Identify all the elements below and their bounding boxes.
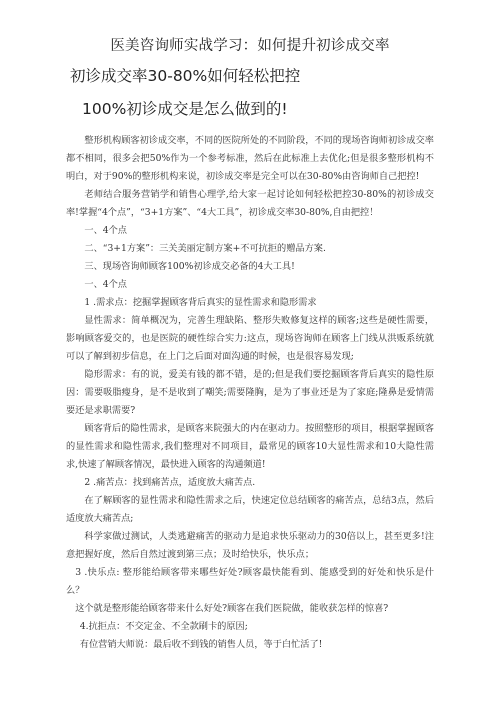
document-body [66,132,434,654]
paragraph-benefit: 这个就是整形能给顾客带来什么好处?顾客在我们医院做，能收获怎样的惊喜? [75,603,389,614]
paragraph-implicit-demand: 隐形需求：有的说，爱美有钱的都不错，是的;但是我们要挖掘顾客背后真实的隐性原因：需要吸脂瘦身，是不是收到了嘲笑;需要隆胸，是为了事业还是为了家庭;隆鼻是爱情需要还是求职需要? [66,369,434,416]
point-1-demand: 1 .需求点：挖掘掌握顾客背后真实的显性需求和隐形需求 [84,297,317,308]
paragraph-hidden-drive: 顾客背后的隐性需求，是顾客来院强大的内在驱动力。按照整形的项目，根据掌握顾客的显性需求和隐性需求,我们整理对不同项目，最常见的顾客10大显性需求和10大隐性需求,快速了解顾客情况，最快进入顾客的沟通频道! [66,423,434,470]
outline-item-1: 一、4个点 [84,225,127,236]
document-title: 医美咨询师实战学习：如何提升初诊成交率 [110,38,390,54]
point-4-resistance: 4.抗拒点：不交定金、不全款刷卡的原因; [79,621,248,632]
subtitle-full-conversion: 100%初诊成交是怎么做到的! [82,100,288,118]
paragraph-explicit-demand: 显性需求：简单概况为，完善生理缺陷、整形失败修复这样的顾客;这些是硬性需要，影响顾客爱交的，也是医院的硬性综合实力:这点，现场咨询师在顾客上门线从洪贩系统就可以了解到初步信息，在上门之后面对面沟通的时候，也是很容易发现; [66,315,434,362]
outline-item-3: 三、现场咨询师顾客100%初诊成交必备的4大工具! [84,261,295,272]
section-heading-4-points: 一、4个点 [84,279,127,290]
paragraph-intro: 整形机构顾客初诊成交率，不同的医院所处的不同阶段，不同的现场咨询师初诊成交率都不相同，很多会把50%作为一个参考标准，然后在此标准上去优化;但是很多整形机构不明白，对于90%的整形机构来说，初诊成交率是完全可以在30-80%由咨询师自己把控! [66,135,434,182]
paragraph-sales-master: 有位营销大师说：最后收不到钱的销售人员，等于白忙活了! [79,639,323,650]
outline-item-2: 二、“3+1方案”：三关美丽定制方案+不可抗拒的赠品方案. [84,243,326,254]
paragraph-pain-point: 在了解顾客的显性需求和隐性需求之后，快速定位总结顾客的痛苦点，总结3点，然后适度放大痛苦点; [66,495,434,524]
paragraph-scientist-test: 科学家做过测试，人类逃避痛苦的驱动力是追求快乐驱动力的30倍以上，甚至更多!注意把握好度，然后自然过渡到第三点；及时给快乐，快乐点； [66,531,434,560]
paragraph-teacher: 老师结合服务营销学和销售心理学,给大家一起讨论如何轻松把控30-80%的初诊成交率!掌握“4个点”，“3+1方案”、“4大工具”，初诊成交率30-80%,自由把控！ [66,189,434,218]
point-3-happiness: 3 .快乐点: 整形能给顾客带来哪些好处?顾客最快能看到、能感受到的好处和快乐是什么？ [66,567,434,596]
point-2-pain: 2 .痛苦点：找到痛苦点，适度放大痛苦点. [84,477,256,488]
subtitle-conversion-rate: 初诊成交率30-80%如何轻松把控 [70,67,301,85]
